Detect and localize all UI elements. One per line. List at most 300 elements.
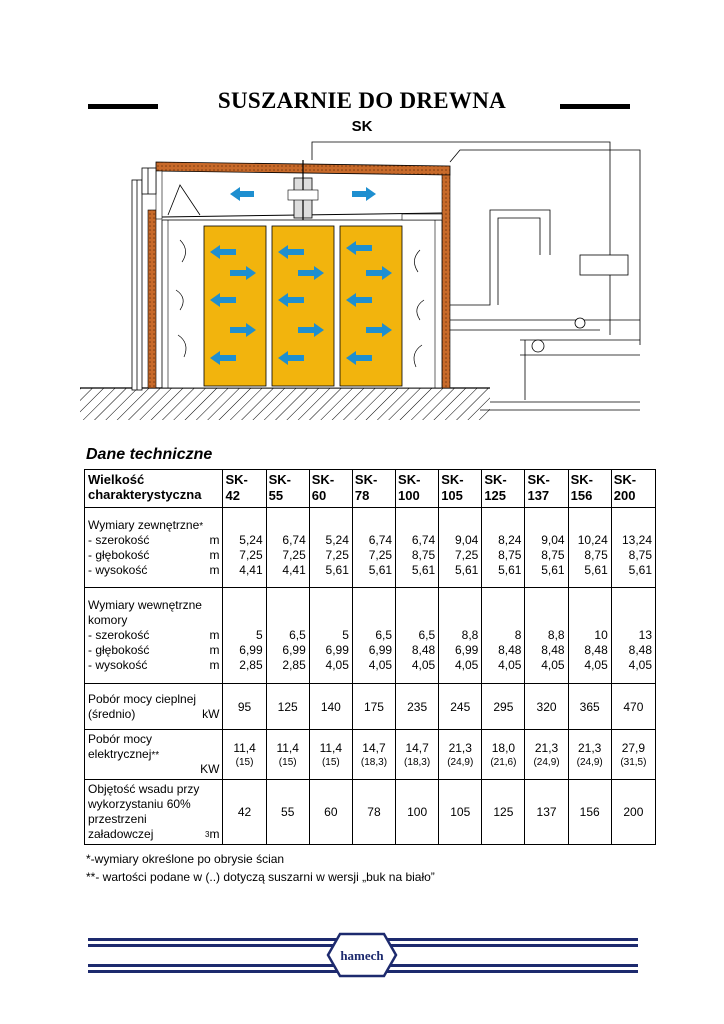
header-line (88, 487, 219, 502)
volume-line (88, 782, 219, 797)
model-prefix: SK- (311, 472, 335, 487)
value-line (569, 643, 608, 658)
volume-value: 137 (536, 805, 557, 819)
electric-value-line (310, 741, 352, 756)
value-line (396, 643, 435, 658)
internal-value: 6,5 (289, 628, 306, 642)
electric-alt-line (439, 756, 481, 769)
value-line (223, 658, 262, 673)
internal-value: 6,99 (368, 643, 393, 657)
volume-line2: wykorzystaniu 60% (88, 797, 191, 811)
value-line (310, 628, 349, 643)
logo-text: hamech (340, 948, 384, 963)
internal-values-cell (396, 588, 439, 684)
electric-value: 21,3 (448, 740, 472, 755)
heat-value-cell (223, 684, 266, 730)
model-header-cell (266, 470, 309, 508)
value-line (353, 533, 392, 548)
section-title: Dane techniczne (86, 446, 213, 463)
value-line (525, 563, 564, 578)
electric-value-alt: (31,5) (620, 756, 647, 768)
external-title-line (88, 518, 219, 533)
model-num-line (355, 488, 395, 504)
internal-value: 10 (594, 628, 608, 642)
internal-dim-unit: m (209, 643, 220, 657)
internal-title-line (88, 598, 219, 613)
external-value: 5,61 (454, 563, 479, 577)
internal-value: 6,99 (454, 643, 479, 657)
volume-value-cell (309, 780, 352, 845)
value-line (612, 658, 652, 673)
model-header-cell (611, 470, 655, 508)
dryer-diagram (80, 140, 660, 430)
internal-values-cell (439, 588, 482, 684)
model-number: 100 (398, 488, 420, 503)
model-num-line (527, 488, 567, 504)
value-line (396, 658, 435, 673)
external-values-cell (525, 508, 568, 588)
value-line (525, 658, 564, 673)
model-header-cell (396, 470, 439, 508)
internal-value: 13 (638, 628, 652, 642)
value-line (310, 658, 349, 673)
internal-values-cell (482, 588, 525, 684)
external-values-cell (568, 508, 611, 588)
value-line (267, 563, 306, 578)
electric-value-alt: (24,9) (533, 756, 560, 768)
internal-dim-label: - wysokość (88, 658, 148, 672)
model-header-cell (482, 470, 525, 508)
internal-value: 4,05 (498, 658, 522, 672)
external-value: 6,74 (282, 533, 306, 547)
value-line (439, 563, 478, 578)
electric-value-line (569, 741, 611, 756)
heat-line2: (średnio) (88, 706, 136, 721)
electric-value: 11,4 (319, 740, 343, 755)
electric-value-line (525, 741, 567, 756)
electric-alt-line (310, 756, 352, 769)
external-dim-line (88, 533, 219, 548)
external-dim-label: - wysokość (88, 563, 148, 577)
electric-line (88, 747, 219, 762)
right-wall (442, 175, 450, 388)
value-line (396, 628, 435, 643)
value-line (525, 533, 564, 548)
model-header-cell (223, 470, 266, 508)
heat-value: 140 (320, 699, 341, 714)
internal-value: 8,48 (541, 643, 565, 657)
value-line (569, 563, 608, 578)
volume-line1: Objętość wsadu przy (88, 782, 200, 796)
value-line (353, 563, 392, 578)
value-line (223, 563, 262, 578)
volume-value-cell (611, 780, 655, 845)
internal-value: 8,8 (461, 628, 479, 642)
internal-value: 6,5 (375, 628, 393, 642)
external-dim-line (88, 563, 219, 578)
header-label-line2: charakterystyczna (88, 487, 202, 502)
value-line (267, 658, 306, 673)
electric-value-cell (525, 730, 568, 780)
value-line (223, 643, 262, 658)
electric-value: 18,0 (491, 740, 516, 755)
internal-value: 5 (342, 628, 349, 642)
internal-value: 8,48 (411, 643, 436, 657)
model-number: 200 (613, 488, 636, 503)
external-values-cell (611, 508, 655, 588)
heat-value-cell (439, 684, 482, 730)
internal-values-cell (223, 588, 266, 684)
heat-value-cell (525, 684, 568, 730)
header-row (85, 470, 656, 508)
volume-value-cell (266, 780, 309, 845)
value-line (353, 658, 392, 673)
external-value: 7,25 (282, 548, 306, 562)
volume-label-cell (85, 780, 223, 845)
internal-dim-label: - szerokość (88, 628, 150, 642)
external-value: 13,24 (621, 533, 652, 547)
internal-values-cell (525, 588, 568, 684)
model-prefix-line (527, 472, 567, 488)
model-number: 60 (311, 488, 327, 503)
volume-value: 156 (579, 805, 600, 819)
internal-value: 6,5 (418, 628, 436, 642)
electric-value-alt: (15) (278, 756, 297, 768)
volume-line (88, 797, 219, 812)
internal-value: 6,99 (239, 643, 263, 657)
electric-value-line (223, 741, 265, 756)
heat-value: 470 (623, 699, 644, 714)
internal-value: 8 (514, 628, 522, 642)
external-value: 7,25 (368, 548, 393, 562)
heat-value-cell (309, 684, 352, 730)
volume-row (85, 780, 656, 845)
electric-value: 11,4 (276, 740, 299, 755)
model-prefix: SK- (484, 472, 507, 487)
heat-power-row (85, 684, 656, 730)
value-line (267, 628, 306, 643)
internal-value: 4,05 (325, 658, 349, 672)
volume-value: 200 (623, 805, 644, 819)
external-values-cell (266, 508, 309, 588)
model-prefix-line (355, 472, 395, 488)
heater (402, 214, 442, 220)
model-prefix: SK- (527, 472, 550, 487)
header-line (88, 472, 219, 487)
external-values-cell (352, 508, 395, 588)
external-values-cell (309, 508, 352, 588)
model-prefix-line (441, 472, 481, 488)
external-values-cell (223, 508, 266, 588)
external-value: 8,75 (411, 548, 436, 562)
volume-value: 78 (367, 805, 381, 819)
volume-line4: załadowczej (88, 827, 154, 841)
heat-value: 365 (579, 699, 600, 714)
external-value: 8,75 (628, 548, 652, 562)
value-line (569, 628, 608, 643)
page-subtitle: SK (351, 118, 373, 135)
model-number: 137 (527, 488, 550, 503)
volume-value-cell (352, 780, 395, 845)
external-value: 5,24 (325, 533, 349, 547)
model-prefix-line (398, 472, 438, 488)
internal-title-line (88, 613, 219, 628)
footnote-mark: * (86, 852, 91, 866)
volume-line (88, 827, 219, 842)
external-value: 5,61 (584, 563, 608, 577)
internal-value: 8,48 (584, 643, 608, 657)
electric-power-row (85, 730, 656, 780)
internal-value: 4,05 (541, 658, 565, 672)
internal-value: 4,05 (411, 658, 436, 672)
volume-value-cell (439, 780, 482, 845)
value-line (612, 628, 652, 643)
external-title: Wymiary zewnętrzne (88, 518, 200, 532)
internal-dim-unit: m (209, 628, 220, 642)
model-number: 55 (268, 488, 284, 503)
footnote-text: - wartości podane w (..) dotyczą suszarni w wersji „buk na biało” (95, 870, 435, 884)
electric-alt-line (223, 756, 265, 769)
model-header-cell (439, 470, 482, 508)
model-prefix: SK- (354, 472, 378, 487)
external-dims-row (85, 508, 656, 588)
title-rule-right (560, 104, 630, 109)
volume-line (88, 812, 219, 827)
value-line (310, 533, 349, 548)
external-value: 5,61 (541, 563, 565, 577)
value-line (525, 628, 564, 643)
internal-value: 8,8 (547, 628, 565, 642)
value-line (569, 658, 608, 673)
model-num-line (571, 488, 611, 504)
electric-value-line (396, 741, 438, 756)
electric-alt-line (482, 756, 524, 769)
electric-value-line (267, 741, 309, 756)
model-num-line (269, 488, 309, 504)
internal-value: 4,05 (368, 658, 393, 672)
ground (80, 388, 490, 420)
internal-title1: Wymiary wewnętrzne (88, 598, 202, 612)
page-title: SUSZARNIE DO DREWNA (217, 88, 507, 113)
model-header-cell (352, 470, 395, 508)
electric-value: 27,9 (621, 740, 646, 755)
internal-value: 4,05 (454, 658, 479, 672)
model-prefix: SK- (225, 472, 248, 487)
internal-value: 4,05 (584, 658, 608, 672)
electric-value-alt: (24,9) (576, 756, 603, 768)
value-line (396, 563, 435, 578)
internal-values-cell (352, 588, 395, 684)
heat-label-cell (85, 684, 223, 730)
value-line (439, 628, 478, 643)
heat-value: 95 (237, 699, 252, 714)
internal-value: 8,48 (498, 643, 522, 657)
heat-value: 320 (536, 699, 557, 714)
external-value: 5,61 (325, 563, 349, 577)
value-line (267, 533, 306, 548)
internal-values-cell (266, 588, 309, 684)
electric-value-cell (439, 730, 482, 780)
electric-value-alt: (18,3) (360, 756, 388, 768)
volume-value: 60 (324, 805, 338, 819)
electric-alt-line (353, 756, 395, 769)
model-num-line (225, 488, 265, 504)
electric-value-cell (352, 730, 395, 780)
electric-value-line (612, 741, 655, 756)
internal-dims-label-cell (85, 588, 223, 684)
heat-line (88, 707, 219, 722)
internal-dims-row (85, 588, 656, 684)
electric-mark: ** (151, 750, 160, 761)
value-line (525, 643, 564, 658)
value-line (267, 548, 306, 563)
hamech-logo (326, 930, 398, 980)
external-value: 8,75 (541, 548, 565, 562)
external-dim-unit: m (209, 533, 220, 547)
value-line (482, 548, 521, 563)
value-line (612, 533, 652, 548)
electric-value-cell (482, 730, 525, 780)
volume-value: 42 (237, 805, 252, 819)
heat-value-cell (568, 684, 611, 730)
electric-value-line (353, 741, 395, 756)
electric-line2: elektrycznej (88, 747, 152, 761)
model-prefix: SK- (570, 472, 593, 487)
electric-label-cell (85, 730, 223, 780)
external-value: 7,25 (454, 548, 479, 562)
value-line (353, 548, 392, 563)
header-label-cell (85, 470, 223, 508)
footnote-2 (86, 870, 435, 884)
model-number: 125 (484, 488, 507, 503)
model-num-line (441, 488, 481, 504)
model-num-line (398, 488, 438, 504)
value-line (310, 563, 349, 578)
model-prefix: SK- (613, 472, 637, 487)
electric-value: 21,3 (578, 740, 602, 755)
value-line (396, 548, 435, 563)
model-prefix-line (614, 472, 655, 488)
volume-value: 55 (281, 805, 295, 819)
external-value: 5,24 (239, 533, 263, 547)
model-num-line (614, 488, 655, 504)
model-header-cell (568, 470, 611, 508)
model-prefix-line (312, 472, 352, 488)
electric-value-alt: (21,6) (490, 756, 517, 768)
electric-alt-line (569, 756, 611, 769)
heat-value: 125 (277, 699, 298, 714)
internal-value: 5 (255, 628, 263, 642)
external-value: 7,25 (325, 548, 349, 562)
model-prefix-line (269, 472, 309, 488)
value-line (612, 643, 652, 658)
volume-value-cell (525, 780, 568, 845)
model-prefix: SK- (441, 472, 464, 487)
internal-value: 4,05 (628, 658, 652, 672)
internal-value: 8,48 (628, 643, 652, 657)
electric-value: 14,7 (362, 740, 386, 755)
heat-unit: kW (202, 706, 220, 721)
internal-dim-line (88, 628, 219, 643)
heat-value-cell (482, 684, 525, 730)
external-value: 10,24 (577, 533, 608, 547)
external-value: 8,75 (584, 548, 608, 562)
external-value: 4,41 (239, 563, 263, 577)
external-value: 7,25 (239, 548, 263, 562)
value-line (223, 533, 262, 548)
heat-value: 245 (450, 699, 471, 714)
internal-dim-unit: m (209, 658, 220, 672)
internal-dim-line (88, 643, 219, 658)
electric-alt-line (267, 756, 309, 769)
footnote-text: -wymiary określone po obrysie ścian (90, 852, 285, 866)
model-header-cell (309, 470, 352, 508)
value-line (396, 533, 435, 548)
external-mark: * (199, 521, 204, 532)
heat-value: 175 (363, 699, 384, 714)
electric-value-alt: (15) (321, 756, 340, 768)
external-value: 5,61 (628, 563, 652, 577)
model-prefix: SK- (268, 472, 292, 487)
internal-dim-line (88, 658, 219, 673)
value-line (439, 533, 478, 548)
electric-value-cell (223, 730, 266, 780)
volume-value: 100 (407, 805, 428, 819)
external-values-cell (482, 508, 525, 588)
model-prefix-line (484, 472, 524, 488)
external-value: 6,74 (368, 533, 393, 547)
electric-value-cell (611, 730, 655, 780)
model-num-line (484, 488, 524, 504)
model-prefix-line (225, 472, 265, 488)
model-num-line (312, 488, 352, 504)
value-line (223, 628, 262, 643)
model-number: 156 (570, 488, 593, 503)
value-line (353, 628, 392, 643)
internal-title2: komory (88, 613, 128, 627)
external-value: 8,75 (498, 548, 522, 562)
value-line (612, 548, 652, 563)
footnote-mark: ** (86, 870, 96, 884)
external-value: 4,41 (282, 563, 306, 577)
electric-value-cell (309, 730, 352, 780)
value-line (310, 548, 349, 563)
internal-values-cell (611, 588, 655, 684)
volume-value: 125 (493, 805, 514, 819)
external-dims-label-cell (85, 508, 223, 588)
electric-value-alt: (24,9) (447, 756, 474, 768)
value-line (267, 643, 306, 658)
external-dim-label: - szerokość (88, 533, 150, 547)
external-dim-line (88, 548, 219, 563)
electric-value-line (482, 741, 524, 756)
spec-table (84, 469, 656, 845)
electric-value: 14,7 (405, 740, 429, 755)
external-values-cell (439, 508, 482, 588)
electric-value: 21,3 (534, 740, 559, 755)
internal-value: 2,85 (282, 658, 306, 672)
heat-value-cell (266, 684, 309, 730)
volume-value: 105 (450, 805, 471, 819)
value-line (612, 563, 652, 578)
value-line (439, 643, 478, 658)
model-number: 105 (441, 488, 463, 503)
electric-alt-line (612, 756, 655, 769)
electric-value: 11,4 (233, 740, 256, 755)
value-line (482, 643, 521, 658)
model-header-cell (525, 470, 568, 508)
internal-value: 2,85 (239, 658, 263, 672)
